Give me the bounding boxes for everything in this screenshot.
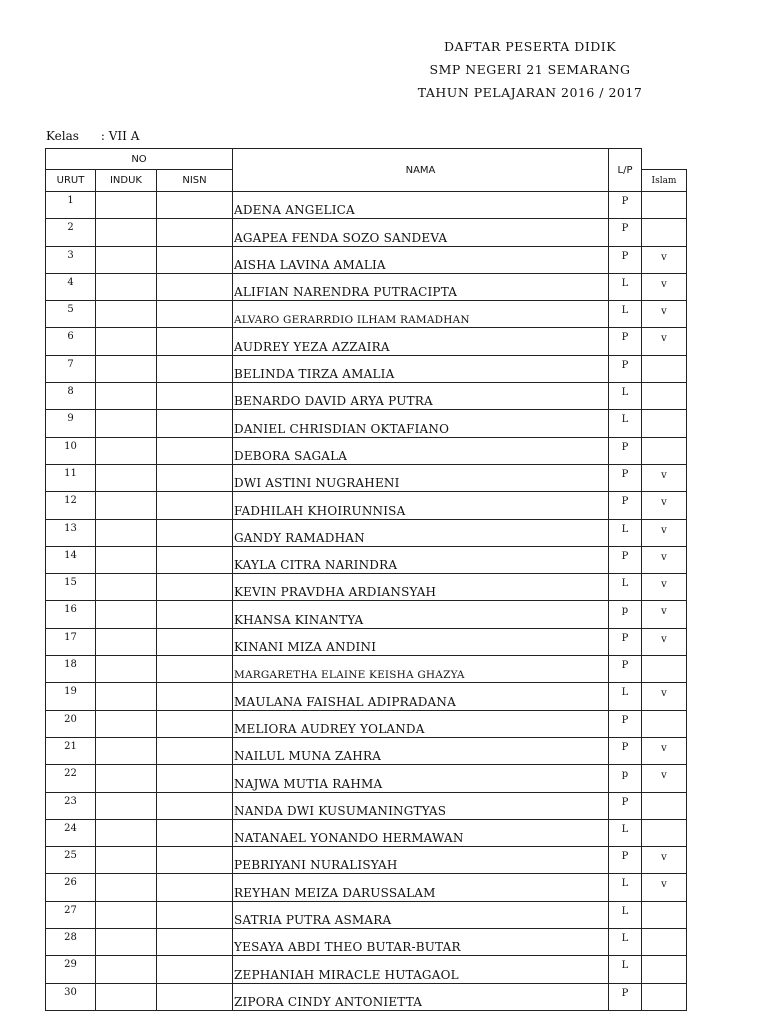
cell-urut: 21 bbox=[46, 737, 96, 764]
cell-nama: ZEPHANIAH MIRACLE HUTAGAOL bbox=[233, 956, 609, 983]
cell-lp: P bbox=[609, 847, 642, 874]
cell-urut: 6 bbox=[46, 328, 96, 355]
cell-nisn bbox=[157, 656, 233, 683]
table-row bbox=[46, 819, 687, 846]
cell-urut: 23 bbox=[46, 792, 96, 819]
cell-urut: 20 bbox=[46, 710, 96, 737]
cell-induk bbox=[96, 574, 157, 601]
cell-lp: L bbox=[609, 901, 642, 928]
cell-urut: 30 bbox=[46, 983, 96, 1010]
cell-nama: YESAYA ABDI THEO BUTAR-BUTAR bbox=[233, 929, 609, 956]
header-no: NO bbox=[46, 149, 233, 170]
cell-nama: KINANI MIZA ANDINI bbox=[233, 628, 609, 655]
cell-lp: P bbox=[609, 492, 642, 519]
table-row bbox=[46, 273, 687, 300]
cell-islam bbox=[642, 355, 687, 382]
class-info bbox=[46, 129, 139, 143]
cell-nama: AUDREY YEZA AZZAIRA bbox=[233, 328, 609, 355]
cell-nama: KAYLA CITRA NARINDRA bbox=[233, 546, 609, 573]
cell-nama: AGAPEA FENDA SOZO SANDEVA bbox=[233, 219, 609, 246]
cell-urut: 12 bbox=[46, 492, 96, 519]
cell-lp: L bbox=[609, 273, 642, 300]
table-row bbox=[46, 328, 687, 355]
cell-nisn bbox=[157, 328, 233, 355]
cell-nama: NAJWA MUTIA RAHMA bbox=[233, 765, 609, 792]
table-row bbox=[46, 983, 687, 1010]
cell-induk bbox=[96, 737, 157, 764]
cell-urut: 24 bbox=[46, 819, 96, 846]
cell-induk bbox=[96, 819, 157, 846]
cell-urut: 27 bbox=[46, 901, 96, 928]
cell-nama: ALVARO GERARRDIO ILHAM RAMADHAN bbox=[233, 301, 609, 328]
table-row bbox=[46, 901, 687, 928]
cell-islam bbox=[642, 219, 687, 246]
cell-nama: PEBRIYANI NURALISYAH bbox=[233, 847, 609, 874]
cell-lp: L bbox=[609, 874, 642, 901]
table-row bbox=[46, 219, 687, 246]
cell-nisn bbox=[157, 574, 233, 601]
cell-nisn bbox=[157, 192, 233, 219]
cell-urut: 13 bbox=[46, 519, 96, 546]
cell-islam bbox=[642, 792, 687, 819]
cell-nama: DWI ASTINI NUGRAHENI bbox=[233, 464, 609, 491]
cell-urut: 29 bbox=[46, 956, 96, 983]
table-row bbox=[46, 765, 687, 792]
table-row bbox=[46, 874, 687, 901]
cell-lp: P bbox=[609, 328, 642, 355]
cell-induk bbox=[96, 847, 157, 874]
cell-nisn bbox=[157, 710, 233, 737]
cell-islam: v bbox=[642, 246, 687, 273]
cell-urut: 2 bbox=[46, 219, 96, 246]
cell-induk bbox=[96, 328, 157, 355]
cell-urut: 28 bbox=[46, 929, 96, 956]
cell-nama: NANDA DWI KUSUMANINGTYAS bbox=[233, 792, 609, 819]
cell-nama: MARGARETHA ELAINE KEISHA GHAZYA bbox=[233, 656, 609, 683]
cell-urut: 7 bbox=[46, 355, 96, 382]
cell-lp: P bbox=[609, 983, 642, 1010]
cell-nama: FADHILAH KHOIRUNNISA bbox=[233, 492, 609, 519]
table-row bbox=[46, 628, 687, 655]
class-value: : VII A bbox=[100, 129, 140, 143]
cell-induk bbox=[96, 246, 157, 273]
cell-nisn bbox=[157, 683, 233, 710]
cell-lp: L bbox=[609, 519, 642, 546]
cell-induk bbox=[96, 683, 157, 710]
cell-nisn bbox=[157, 601, 233, 628]
cell-lp: P bbox=[609, 219, 642, 246]
cell-lp: P bbox=[609, 792, 642, 819]
cell-nisn bbox=[157, 492, 233, 519]
cell-induk bbox=[96, 901, 157, 928]
cell-nisn bbox=[157, 983, 233, 1010]
cell-lp: L bbox=[609, 819, 642, 846]
cell-lp: P bbox=[609, 546, 642, 573]
cell-induk bbox=[96, 983, 157, 1010]
cell-nisn bbox=[157, 874, 233, 901]
cell-nisn bbox=[157, 956, 233, 983]
header-nisn: NISN bbox=[157, 170, 233, 192]
cell-nama: AISHA LAVINA AMALIA bbox=[233, 246, 609, 273]
cell-urut: 14 bbox=[46, 546, 96, 573]
cell-induk bbox=[96, 546, 157, 573]
cell-islam: v bbox=[642, 765, 687, 792]
cell-nama: NAILUL MUNA ZAHRA bbox=[233, 737, 609, 764]
cell-lp: p bbox=[609, 765, 642, 792]
cell-nisn bbox=[157, 355, 233, 382]
cell-lp: L bbox=[609, 301, 642, 328]
cell-nama: MAULANA FAISHAL ADIPRADANA bbox=[233, 683, 609, 710]
cell-nama: GANDY RAMADHAN bbox=[233, 519, 609, 546]
cell-nisn bbox=[157, 437, 233, 464]
cell-nama: NATANAEL YONANDO HERMAWAN bbox=[233, 819, 609, 846]
cell-lp: P bbox=[609, 464, 642, 491]
cell-induk bbox=[96, 383, 157, 410]
cell-islam: v bbox=[642, 737, 687, 764]
table-row bbox=[46, 574, 687, 601]
table-row bbox=[46, 355, 687, 382]
cell-induk bbox=[96, 765, 157, 792]
cell-nisn bbox=[157, 792, 233, 819]
cell-islam bbox=[642, 656, 687, 683]
cell-urut: 22 bbox=[46, 765, 96, 792]
cell-nisn bbox=[157, 847, 233, 874]
table-row bbox=[46, 546, 687, 573]
cell-nisn bbox=[157, 737, 233, 764]
cell-nama: BELINDA TIRZA AMALIA bbox=[233, 355, 609, 382]
cell-induk bbox=[96, 874, 157, 901]
cell-islam: v bbox=[642, 628, 687, 655]
cell-nisn bbox=[157, 273, 233, 300]
cell-induk bbox=[96, 628, 157, 655]
cell-islam bbox=[642, 383, 687, 410]
cell-nama: MELIORA AUDREY YOLANDA bbox=[233, 710, 609, 737]
header-induk: INDUK bbox=[96, 170, 157, 192]
cell-islam: v bbox=[642, 874, 687, 901]
header-religion-blank bbox=[642, 149, 687, 170]
cell-urut: 25 bbox=[46, 847, 96, 874]
cell-urut: 4 bbox=[46, 273, 96, 300]
cell-urut: 17 bbox=[46, 628, 96, 655]
cell-induk bbox=[96, 219, 157, 246]
cell-lp: P bbox=[609, 192, 642, 219]
cell-induk bbox=[96, 710, 157, 737]
cell-islam bbox=[642, 983, 687, 1010]
cell-induk bbox=[96, 464, 157, 491]
table-row bbox=[46, 383, 687, 410]
table-row bbox=[46, 192, 687, 219]
cell-nisn bbox=[157, 929, 233, 956]
cell-nisn bbox=[157, 464, 233, 491]
cell-nisn bbox=[157, 628, 233, 655]
cell-islam: v bbox=[642, 683, 687, 710]
cell-induk bbox=[96, 792, 157, 819]
cell-urut: 15 bbox=[46, 574, 96, 601]
cell-nisn bbox=[157, 301, 233, 328]
cell-induk bbox=[96, 492, 157, 519]
cell-nama: SATRIA PUTRA ASMARA bbox=[233, 901, 609, 928]
cell-islam bbox=[642, 929, 687, 956]
cell-nisn bbox=[157, 410, 233, 437]
cell-urut: 16 bbox=[46, 601, 96, 628]
table-row bbox=[46, 656, 687, 683]
table-row bbox=[46, 519, 687, 546]
cell-induk bbox=[96, 410, 157, 437]
cell-islam: v bbox=[642, 601, 687, 628]
cell-lp: L bbox=[609, 683, 642, 710]
cell-nama: ALIFIAN NARENDRA PUTRACIPTA bbox=[233, 273, 609, 300]
table-row bbox=[46, 301, 687, 328]
cell-islam: v bbox=[642, 546, 687, 573]
student-table bbox=[45, 148, 687, 1011]
cell-lp: L bbox=[609, 574, 642, 601]
cell-induk bbox=[96, 656, 157, 683]
cell-nisn bbox=[157, 901, 233, 928]
cell-islam bbox=[642, 819, 687, 846]
cell-nisn bbox=[157, 383, 233, 410]
cell-urut: 11 bbox=[46, 464, 96, 491]
cell-lp: L bbox=[609, 383, 642, 410]
cell-lp: P bbox=[609, 628, 642, 655]
cell-induk bbox=[96, 301, 157, 328]
table-row bbox=[46, 492, 687, 519]
cell-urut: 1 bbox=[46, 192, 96, 219]
cell-nisn bbox=[157, 819, 233, 846]
cell-nama: DEBORA SAGALA bbox=[233, 437, 609, 464]
cell-lp: P bbox=[609, 246, 642, 273]
table-row bbox=[46, 410, 687, 437]
cell-islam bbox=[642, 437, 687, 464]
cell-induk bbox=[96, 929, 157, 956]
table-row bbox=[46, 437, 687, 464]
cell-nisn bbox=[157, 546, 233, 573]
cell-islam: v bbox=[642, 492, 687, 519]
header-nama: NAMA bbox=[233, 149, 609, 192]
cell-lp: P bbox=[609, 710, 642, 737]
cell-islam bbox=[642, 192, 687, 219]
cell-induk bbox=[96, 437, 157, 464]
table-row bbox=[46, 246, 687, 273]
cell-nisn bbox=[157, 519, 233, 546]
table-row bbox=[46, 929, 687, 956]
table-row bbox=[46, 464, 687, 491]
cell-urut: 5 bbox=[46, 301, 96, 328]
cell-lp: p bbox=[609, 601, 642, 628]
cell-urut: 19 bbox=[46, 683, 96, 710]
cell-induk bbox=[96, 192, 157, 219]
cell-islam: v bbox=[642, 273, 687, 300]
header-urut: URUT bbox=[46, 170, 96, 192]
cell-islam: v bbox=[642, 574, 687, 601]
table-row bbox=[46, 956, 687, 983]
cell-induk bbox=[96, 273, 157, 300]
cell-nama: ZIPORA CINDY ANTONIETTA bbox=[233, 983, 609, 1010]
cell-nama: KHANSA KINANTYA bbox=[233, 601, 609, 628]
cell-urut: 9 bbox=[46, 410, 96, 437]
cell-induk bbox=[96, 601, 157, 628]
table-row bbox=[46, 847, 687, 874]
school-name: SMP NEGERI 21 SEMARANG bbox=[429, 62, 631, 77]
cell-lp: L bbox=[609, 956, 642, 983]
cell-nisn bbox=[157, 246, 233, 273]
cell-urut: 18 bbox=[46, 656, 96, 683]
cell-urut: 8 bbox=[46, 383, 96, 410]
cell-islam: v bbox=[642, 328, 687, 355]
cell-urut: 26 bbox=[46, 874, 96, 901]
cell-induk bbox=[96, 519, 157, 546]
cell-islam bbox=[642, 410, 687, 437]
cell-nama: REYHAN MEIZA DARUSSALAM bbox=[233, 874, 609, 901]
cell-islam: v bbox=[642, 847, 687, 874]
table-row bbox=[46, 710, 687, 737]
cell-lp: P bbox=[609, 737, 642, 764]
cell-lp: L bbox=[609, 410, 642, 437]
cell-nisn bbox=[157, 765, 233, 792]
cell-islam bbox=[642, 710, 687, 737]
cell-lp: P bbox=[609, 437, 642, 464]
header-islam: Islam bbox=[642, 170, 687, 192]
table-row bbox=[46, 683, 687, 710]
cell-lp: L bbox=[609, 929, 642, 956]
table-row bbox=[46, 792, 687, 819]
cell-urut: 3 bbox=[46, 246, 96, 273]
cell-nama: ADENA ANGELICA bbox=[233, 192, 609, 219]
table-row bbox=[46, 601, 687, 628]
cell-islam bbox=[642, 901, 687, 928]
cell-induk bbox=[96, 355, 157, 382]
cell-lp: P bbox=[609, 355, 642, 382]
header-lp: L/P bbox=[609, 149, 642, 192]
academic-year: TAHUN PELAJARAN 2016 / 2017 bbox=[417, 85, 643, 100]
cell-nama: KEVIN PRAVDHA ARDIANSYAH bbox=[233, 574, 609, 601]
cell-islam: v bbox=[642, 301, 687, 328]
class-label: Kelas bbox=[46, 129, 79, 143]
cell-urut: 10 bbox=[46, 437, 96, 464]
cell-lp: P bbox=[609, 656, 642, 683]
table-row bbox=[46, 737, 687, 764]
cell-nama: DANIEL CHRISDIAN OKTAFIANO bbox=[233, 410, 609, 437]
cell-islam: v bbox=[642, 519, 687, 546]
cell-nisn bbox=[157, 219, 233, 246]
document-title: DAFTAR PESERTA DIDIK bbox=[443, 39, 617, 54]
cell-nama: BENARDO DAVID ARYA PUTRA bbox=[233, 383, 609, 410]
cell-islam bbox=[642, 956, 687, 983]
cell-islam: v bbox=[642, 464, 687, 491]
cell-induk bbox=[96, 956, 157, 983]
